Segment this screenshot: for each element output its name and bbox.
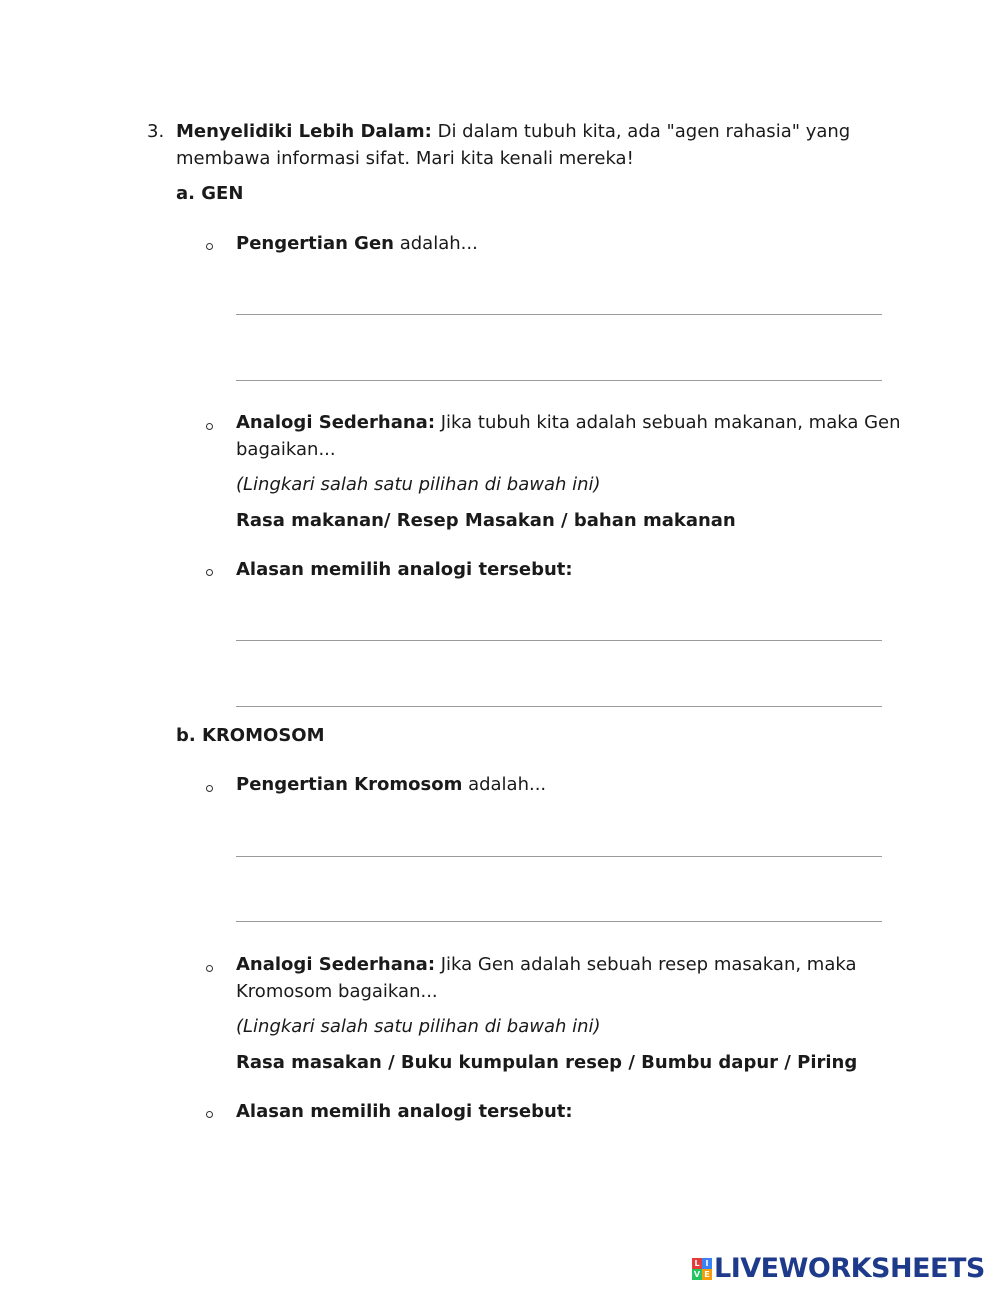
gen-choices[interactable]: Rasa makanan/ Resep Masakan / bahan makanan [236,510,736,531]
gen-analogy-line2: bagaikan... [236,439,336,460]
gen-analogy-line1 [236,410,901,436]
bullet-icon [206,965,213,972]
bullet-icon [206,423,213,430]
gen-analogy-text: Jika tubuh kita adalah sebuah makanan, maka Gen [435,412,901,433]
gen-reason-label: Alasan memilih analogi tersebut: [236,559,573,580]
question-intro-line1 [176,119,850,145]
question-intro-text: Di dalam tubuh kita, ada "agen rahasia" yang [431,121,851,142]
kromosom-definition-prompt [236,772,546,798]
liveworksheets-logo-text: LIVEWORKSHEETS [714,1253,985,1284]
question-intro-line2: membawa informasi sifat. Mari kita kenali mereka! [176,148,634,169]
kromosom-definition-suffix: adalah... [462,774,547,795]
gen-definition-label: Pengertian Gen [236,233,394,254]
gen-definition-answer-line-2[interactable] [236,380,882,381]
kromosom-instruction: (Lingkari salah satu pilihan di bawah ini) [236,1016,601,1037]
bullet-icon [206,243,213,250]
liveworksheets-logo-icon [692,1258,712,1280]
kromosom-analogy-line1 [236,952,857,978]
gen-analogy-label: Analogi Sederhana: [236,412,436,433]
kromosom-choices[interactable]: Rasa masakan / Buku kumpulan resep / Bumbu dapur / Piring [236,1052,858,1073]
gen-definition-prompt [236,231,478,257]
kromosom-definition-answer-line-2[interactable] [236,921,882,922]
logo-letter-l: L [692,1258,702,1269]
kromosom-analogy-text: Jika Gen adalah sebuah resep masakan, maka [435,954,857,975]
logo-letter-i: I [702,1258,712,1269]
kromosom-definition-label: Pengertian Kromosom [236,774,463,795]
bullet-icon [206,1111,213,1118]
section-gen-heading: a. GEN [176,183,244,204]
kromosom-reason-label: Alasan memilih analogi tersebut: [236,1101,573,1122]
liveworksheets-logo [692,1253,985,1284]
kromosom-analogy-line2: Kromosom bagaikan... [236,981,438,1002]
logo-letter-e: E [702,1269,712,1280]
gen-reason-answer-line-1[interactable] [236,640,882,641]
gen-instruction: (Lingkari salah satu pilihan di bawah ini) [236,474,601,495]
bullet-icon [206,785,213,792]
logo-letter-v: V [693,1270,701,1279]
gen-reason-answer-line-2[interactable] [236,706,882,707]
question-title: Menyelidiki Lebih Dalam: [176,121,432,142]
gen-definition-answer-line-1[interactable] [236,314,882,315]
question-number: 3. [147,121,165,142]
gen-definition-suffix: adalah... [393,233,478,254]
bullet-icon [206,569,213,576]
kromosom-definition-answer-line-1[interactable] [236,856,882,857]
section-kromosom-heading: b. KROMOSOM [176,725,325,746]
kromosom-analogy-label: Analogi Sederhana: [236,954,436,975]
